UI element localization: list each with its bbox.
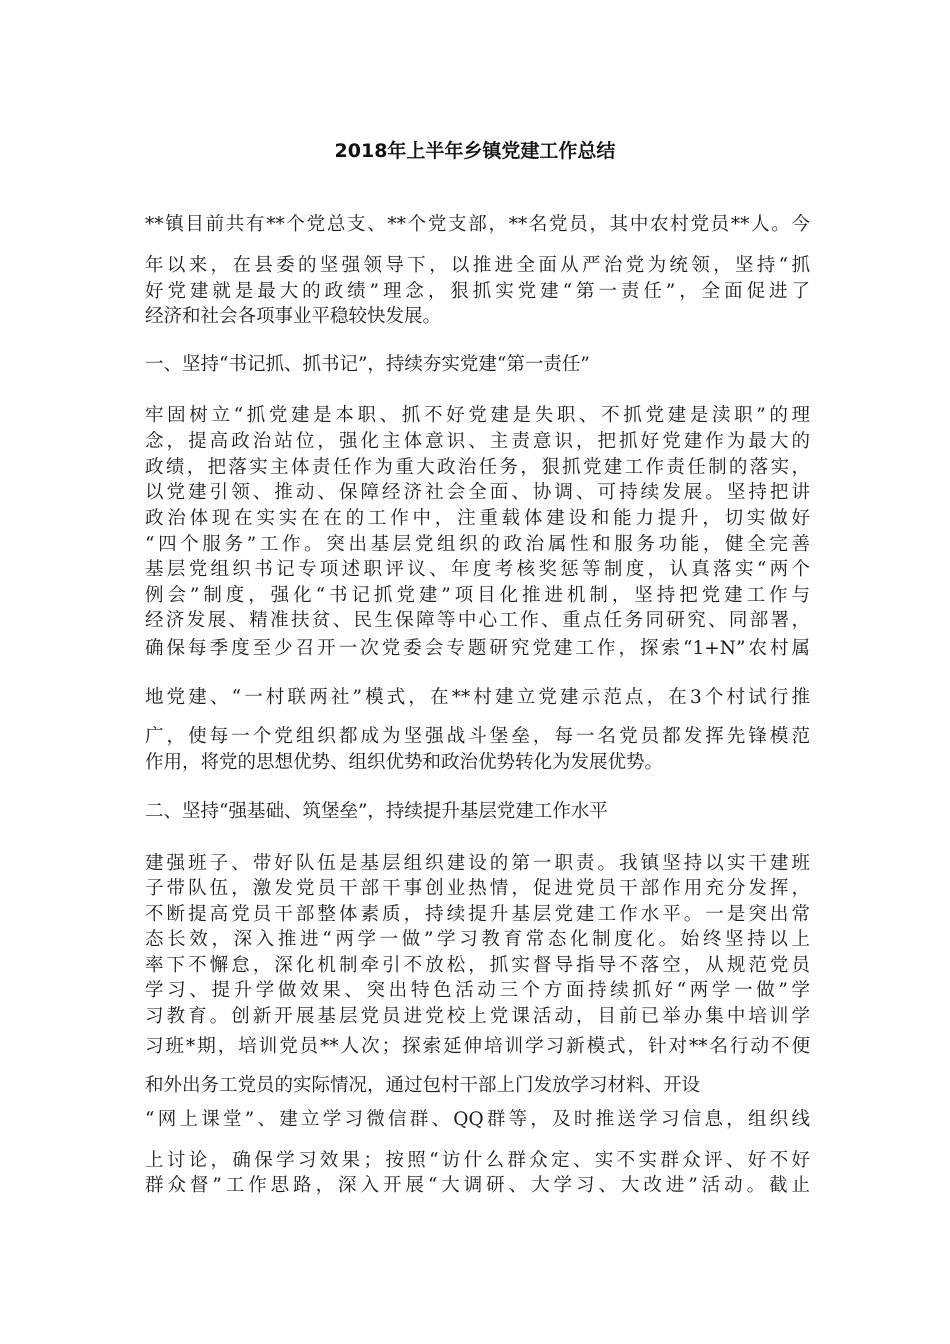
- text-line: 确保每季度至少召开一次党委会专题研究党建工作，探索“1+N”农村属: [145, 638, 810, 659]
- text-line: 态长效，深入推进“两学一做”学习教育常态化制度化。始终坚持以上: [145, 929, 810, 950]
- section-heading: 一、坚持“书记抓、抓书记”，持续夯实党建“第一责任”: [145, 354, 590, 375]
- text-line: 念，提高政治站位，强化主体意识、主责意识，把抓好党建作为最大的: [145, 431, 810, 452]
- text-line: 政治体现在实实在在的工作中，注重载体建设和能力提升，切实做好: [145, 508, 810, 529]
- text-line: 经济发展、精准扶贫、民生保障等中心工作、重点任务同研究、同部署，: [145, 610, 810, 631]
- text-line: “四个服务”工作。突出基层党组织的政治属性和服务功能，健全完善: [145, 534, 810, 555]
- text-line: 基层党组织书记专项述职评议、年度考核奖惩等制度，认真落实“两个: [145, 559, 810, 580]
- section-heading: 二、坚持“强基础、筑堡垒”，持续提升基层党建工作水平: [145, 801, 608, 822]
- document-title: 2018年上半年乡镇党建工作总结: [334, 140, 616, 162]
- text-line: 学习、提升学做效果、突出特色活动三个方面持续抓好“两学一做”学: [145, 980, 810, 1001]
- text-line: 建强班子、带好队伍是基层组织建设的第一职责。我镇坚持以实干建班: [145, 853, 810, 874]
- text-line: 例会”制度，强化“书记抓党建”项目化推进机制，坚持把党建工作与: [145, 585, 810, 606]
- text-line: 子带队伍，激发党员干部干事创业热情，促进党员干部作用充分发挥，: [145, 878, 810, 899]
- text-line: 经济和社会各项事业平稳较快发展。: [145, 306, 442, 327]
- text-line: 政绩，把落实主体责任作为重大政治任务，狠抓党建工作责任制的落实，: [145, 457, 810, 478]
- text-line: “网上课堂”、建立学习微信群、QQ群等，及时推送学习信息，组织线: [145, 1109, 810, 1130]
- text-line: 习教育。创新开展基层党员进党校上党课活动，目前已举办集中培训学: [145, 1006, 810, 1027]
- text-line: 年以来，在县委的坚强领导下，以推进全面从严治党为统领，坚持“抓: [145, 255, 810, 276]
- text-line: 率下不懈怠，深化机制牵引不放松，抓实督导指导不落空，从规范党员: [145, 955, 810, 976]
- text-line: **镇目前共有**个党总支、**个党支部，**名党员，其中农村党员**人。今: [145, 214, 810, 235]
- text-line: 以党建引领、推动、保障经济社会全面、协调、可持续发展。坚持把讲: [145, 482, 810, 503]
- text-line: 地党建、“一村联两社”模式，在**村建立党建示范点，在3个村试行推: [145, 687, 810, 708]
- text-line: 不断提高党员干部整体素质，持续提升基层党建工作水平。一是突出常: [145, 904, 810, 925]
- text-line: 上讨论，确保学习效果；按照“访什么群众定、实不实群众评、好不好: [145, 1150, 810, 1171]
- text-line: 群众督”工作思路，深入开展“大调研、大学习、大改进”活动。截止: [145, 1175, 810, 1196]
- text-line: 和外出务工党员的实际情况，通过包村干部上门发放学习材料、开设: [145, 1075, 701, 1096]
- text-line: 广，使每一个党组织都成为坚强战斗堡垒，每一名党员都发挥先锋模范: [145, 726, 810, 747]
- text-line: 作用，将党的思想优势、组织优势和政治优势转化为发展优势。: [145, 752, 664, 773]
- text-line: 习班*期，培训党员**人次；探索延伸培训学习新模式，针对**名行动不便: [145, 1036, 810, 1057]
- text-line: 好党建就是最大的政绩”理念，狠抓实党建“第一责任”，全面促进了: [145, 281, 810, 302]
- text-line: 牢固树立“抓党建是本职、抓不好党建是失职、不抓党建是渎职”的理: [145, 405, 810, 426]
